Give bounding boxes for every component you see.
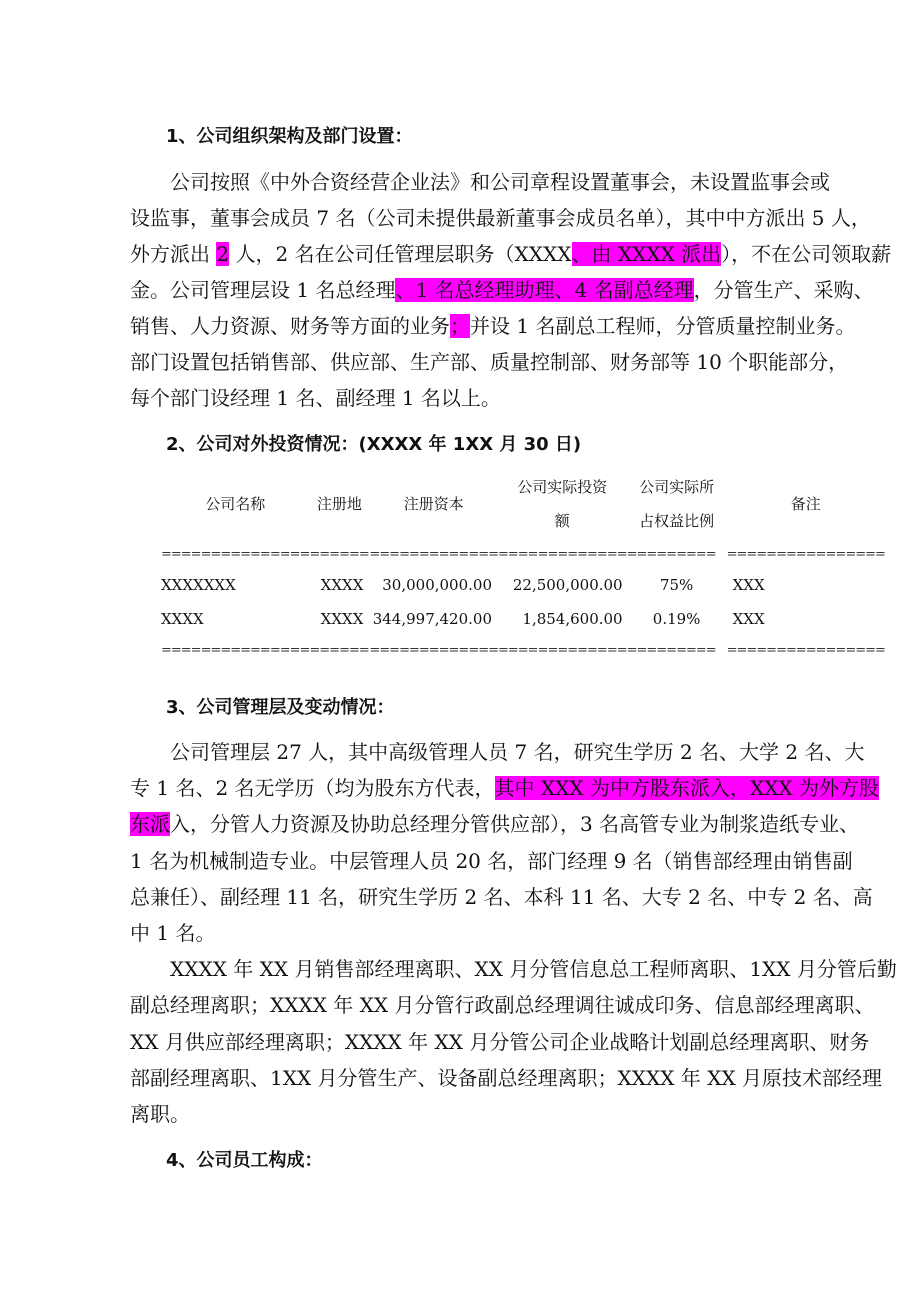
table-rule-top: =============== ====== ============= ============= ========= ================ <box>161 546 885 562</box>
paragraph-line <box>130 272 874 308</box>
highlighted-text: 、由 XXXX 派出 <box>571 242 722 266</box>
paragraph-line <box>130 236 891 272</box>
paragraph-line <box>130 987 875 1023</box>
text-run: ，分管生产、采购、 <box>693 278 874 302</box>
text-run: 部副经理离职、1XX 月分管生产、设备副总经理离职；XXXX 年 XX 月原技术部经理 <box>130 1065 883 1090</box>
paragraph-line <box>130 951 897 987</box>
section-2-heading: 2、公司对外投资情况：(XXXX 年 1XX 月 30 日) <box>166 434 582 455</box>
paragraph-line <box>130 344 848 380</box>
highlighted-text: 其中 XXX 为中方股东派入，XXX 为外方股 <box>494 776 880 801</box>
text-run: XX 月供应部经理离职；XXXX 年 XX 月分管公司企业战略计划副总经理离职、财务 <box>130 1029 870 1054</box>
text-run: 离职。 <box>130 1102 190 1126</box>
header-registered-place: 注册地 <box>316 495 362 513</box>
text-run: 销售、人力资源、财务等方面的业务 <box>130 314 450 338</box>
text-run: 中 1 名。 <box>130 921 216 945</box>
paragraph-line <box>130 1096 190 1132</box>
section-1-heading: 1、公司组织架构及部门设置： <box>166 126 413 147</box>
highlighted-text: 2 <box>216 242 230 266</box>
text-run: 公司按照《中外合资经营企业法》和公司章程设置董事会，未设置监事会或 <box>130 170 830 194</box>
paragraph-line <box>130 380 501 416</box>
text-run: 金。公司管理层设 1 名总经理 <box>130 278 396 302</box>
paragraph-line <box>130 200 871 236</box>
header-remarks: 备注 <box>790 495 821 513</box>
text-run: XXXX 年 XX 月销售部经理离职、XX 月分管信息总工程师离职、1XX 月分管后勤 <box>130 957 897 982</box>
table-header-row <box>161 468 885 540</box>
table-row: XXXX XXXX 344,997,420.00 1,854,600.00 0.19% XXX <box>161 610 765 628</box>
text-run: 部门设置包括销售部、供应部、生产部、质量控制部、财务部等 10 个职能部分， <box>130 350 849 374</box>
text-run: ），不在公司领取薪 <box>721 242 892 266</box>
section-4-heading: 4、公司员工构成： <box>166 1150 323 1171</box>
highlighted-text: ； <box>450 314 470 338</box>
section-3-heading: 3、公司管理层及变动情况： <box>166 697 395 718</box>
highlighted-text: 东派 <box>130 812 170 837</box>
text-run: 并设 1 名副总工程师，分管质量控制业务。 <box>470 314 856 338</box>
text-run: 入，分管人力资源及协助总经理分管供应部），3 名高管专业为制浆造纸专业、 <box>170 812 860 837</box>
text-run: 专 1 名、2 名无学历（均为股东方代表， <box>130 776 495 801</box>
highlighted-text: 、1 名总经理助理、4 名副总经理 <box>395 278 694 302</box>
paragraph-line <box>130 770 879 806</box>
table-row: XXXXXXX XXXX 30,000,000.00 22,500,000.00 75% XXX <box>161 576 765 594</box>
text-run: 设监事，董事会成员 7 名（公司未提供最新董事会成员名单），其中中方派出 5 人， <box>130 206 871 230</box>
header-registered-capital: 注册资本 <box>403 495 464 513</box>
text-run: 总兼任）、副经理 11 名，研究生学历 2 名、本科 11 名、大专 2 名、中专 2 名、高 <box>130 884 873 909</box>
paragraph-line <box>130 1060 882 1096</box>
text-run: 外方派出 <box>130 242 217 266</box>
text-run: 公司管理层 27 人，其中高级管理人员 7 名，研究生学历 2 名、大学 2 名、大 <box>130 740 865 764</box>
paragraph-line <box>130 734 864 770</box>
paragraph-line <box>130 879 873 915</box>
table-rule-bottom: =============== ====== ============= ============= ========= ================ <box>161 642 885 658</box>
text-run: 每个部门设经理 1 名、副经理 1 名以上。 <box>130 386 501 410</box>
paragraph-line <box>130 806 859 842</box>
text-run: 1 名为机械制造专业。中层管理人员 20 名，部门经理 9 名（销售部经理由销售副 <box>130 848 853 873</box>
paragraph-line <box>130 843 853 879</box>
investment-table <box>161 468 885 664</box>
header-actual-investment: 公司实际投资 额 <box>517 478 608 530</box>
header-equity-ratio: 公司实际所 占权益比例 <box>639 478 715 530</box>
paragraph-line <box>130 1024 869 1060</box>
paragraph-line <box>130 308 855 344</box>
text-run: 人，2 名在公司任管理层职务（XXXX <box>229 242 572 266</box>
header-company-name: 公司名称 <box>205 495 266 513</box>
paragraph-line <box>130 915 215 951</box>
paragraph-line <box>130 164 830 200</box>
text-run: 副总经理离职；XXXX 年 XX 月分管行政副总经理调往诚成印务、信息部经理离职、 <box>130 993 875 1018</box>
